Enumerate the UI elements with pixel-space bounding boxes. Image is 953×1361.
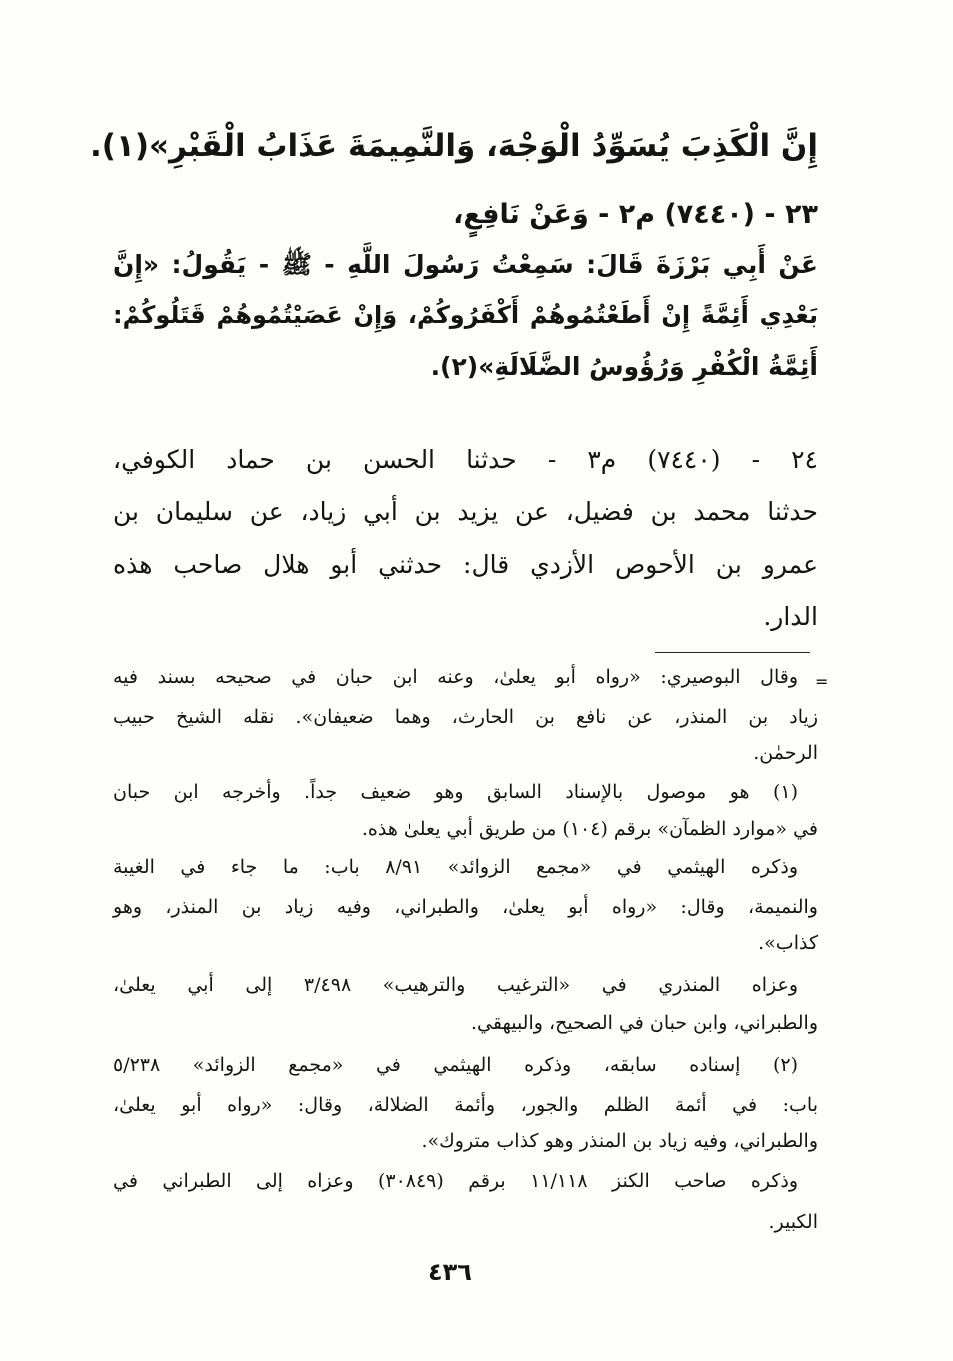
footnote-line: والطبراني، وابن حبان في الصحيح، والبيهقي. xyxy=(470,1012,818,1034)
hadith-24-line-4: الدار. xyxy=(763,602,818,631)
hadith-23-line-1: عَنْ أَبِي بَرْزَةَ قَالَ: سَمِعْتُ رَسُولَ اللَّهِ - ﷺ - يَقُولُ: «إِنَّ xyxy=(113,250,818,279)
footnote-line: وذكره الهيثمي في «مجمع الزوائد» ٨/٩١ باب: ما جاء في الغيبة xyxy=(113,856,798,878)
hadith-23-heading: ٢٣ - (٧٤٤٠) م٢ - وَعَنْ نَافِعٍ، xyxy=(453,199,818,230)
footnote-line: الكبير. xyxy=(768,1211,818,1233)
footnote-line: والطبراني، وفيه زياد بن المنذر وهو كذاب متروك». xyxy=(421,1130,818,1152)
footnote-line: زياد بن المنذر، عن نافع بن الحارث، وهما ضعيفان». نقله الشيخ حبيب xyxy=(113,706,818,728)
hadith-23-line-3: أَئِمَّةُ الْكُفْرِ وَرُؤُوسُ الضَّلَالَةِ»(٢). xyxy=(430,352,818,381)
top-line: إِنَّ الْكَذِبَ يُسَوِّدُ الْوَجْهَ، وَالنَّمِيمَةَ عَذَابُ الْقَبْرِ»(١). xyxy=(90,128,818,164)
footnote-line: كذاب». xyxy=(758,932,818,954)
footnote-line: وذكره صاحب الكنز ١١/١١٨ برقم (٣٠٨٤٩) وعزاه إلى الطبراني في xyxy=(113,1170,798,1192)
footnote-line: الرحمٰن. xyxy=(753,742,818,764)
footnote-line: (١) هو موصول بالإسناد السابق وهو ضعيف جداً. وأخرجه ابن حبان xyxy=(113,781,798,803)
footnote-divider xyxy=(655,652,810,653)
hadith-24-line-1: ٢٤ - (٧٤٤٠) م٣ - حدثنا الحسن بن حماد الكوفي، xyxy=(113,445,818,474)
footnote-line: (٢) إسناده سابقه، وذكره الهيثمي في «مجمع الزوائد» ٥/٢٣٨ xyxy=(113,1054,798,1076)
footnote-line: وقال البوصيري: «رواه أبو يعلىٰ، وعنه ابن حبان في صحيحه بسند فيه xyxy=(113,666,798,688)
continuation-mark: = xyxy=(815,672,829,691)
footnote-line: باب: في أئمة الظلم والجور، وأئمة الضلالة، وقال: «رواه أبو يعلىٰ، xyxy=(113,1094,818,1116)
hadith-24-line-3: عمرو بن الأحوص الأزدي قال: حدثني أبو هلال صاحب هذه xyxy=(113,550,818,579)
hadith-23-line-2: بَعْدِي أَئِمَّةً إِنْ أَطَعْتُمُوهُمْ أَكْفَرُوكُمْ، وَإِنْ عَصَيْتُمُوهُمْ قَتَلُوكُمْ: xyxy=(113,301,818,329)
footnote-line: والنميمة، وقال: «رواه أبو يعلىٰ، والطبراني، وفيه زياد بن المنذر، وهو xyxy=(113,896,818,918)
page-number: ٤٣٦ xyxy=(428,1258,472,1286)
footnote-line: وعزاه المنذري في «الترغيب والترهيب» ٣/٤٩٨ إلى أبي يعلىٰ، xyxy=(113,974,798,996)
hadith-24-line-2: حدثنا محمد بن فضيل، عن يزيد بن أبي زياد، عن سليمان بن xyxy=(113,497,818,526)
footnote-line: في «موارد الظمآن» برقم (١٠٤) من طريق أبي يعلىٰ هذه. xyxy=(361,818,818,840)
